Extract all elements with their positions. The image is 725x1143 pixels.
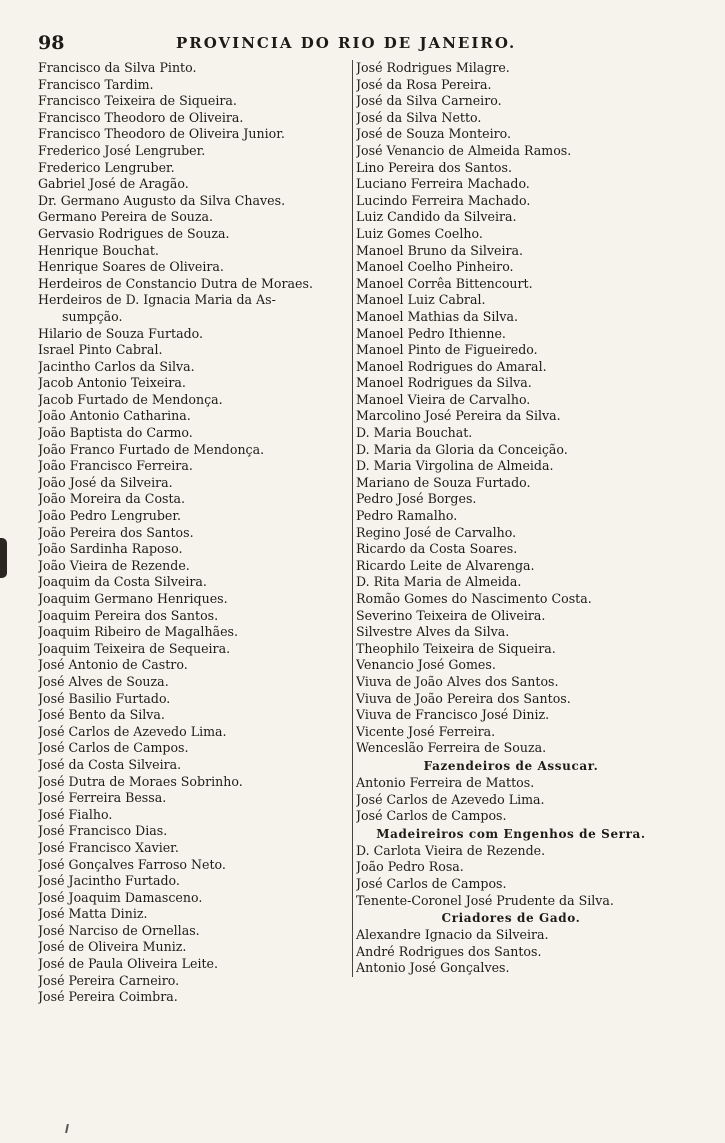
list-item: Manoel Coelho Pinheiro. [356, 259, 514, 275]
list-item: Joaquim Teixeira de Sequeira. [38, 640, 231, 656]
list-item: D. Carlota Vieira de Rezende. [356, 842, 546, 858]
list-item: Francisco Theodoro de Oliveira Junior. [38, 126, 285, 142]
list-item: José Dutra de Moraes Sobrinho. [38, 773, 243, 789]
list-item: Manoel Pedro Ithienne. [356, 325, 506, 341]
list-item: José da Rosa Pereira. [356, 76, 492, 92]
list-item: José da Costa Silveira. [38, 756, 182, 772]
list-item: Antonio Ferreira de Mattos. [356, 774, 535, 790]
list-item: Jacob Antonio Teixeira. [38, 375, 186, 391]
page-title: PROVINCIA DO RIO DE JANEIRO. [176, 34, 517, 52]
list-item: José da Silva Carneiro. [356, 93, 502, 109]
list-item: João Pedro Rosa. [356, 859, 464, 875]
list-item: Jacintho Carlos da Silva. [38, 358, 195, 374]
list-item: Henrique Bouchat. [38, 242, 159, 258]
list-item: Pedro José Borges. [356, 491, 477, 507]
list-item: João Baptista do Carmo. [38, 425, 193, 441]
list-item: Venancio José Gomes. [356, 657, 496, 673]
list-item: José de Paula Oliveira Leite. [38, 956, 219, 972]
list-item: Francisco Theodoro de Oliveira. [38, 109, 244, 125]
list-item: José Gonçalves Farroso Neto. [38, 856, 226, 872]
list-item: Manoel Luiz Cabral. [356, 292, 486, 308]
list-item: José Carlos de Campos. [38, 740, 189, 756]
list-item: José da Silva Netto. [356, 109, 482, 125]
list-item: José Francisco Dias. [38, 823, 168, 839]
list-item: José Matta Diniz. [38, 906, 148, 922]
list-item: Pedro Ramalho. [356, 508, 458, 524]
list-item: Viuva de Francisco José Diniz. [356, 707, 550, 723]
list-item: Manoel Pinto de Figueiredo. [356, 342, 538, 358]
list-item: José Narciso de Ornellas. [38, 922, 200, 938]
list-item: Antonio José Gonçalves. [356, 960, 510, 976]
right-column [352, 60, 666, 977]
list-item: José Bento da Silva. [38, 707, 165, 723]
list-item: José Carlos de Azevedo Lima. [356, 791, 545, 807]
list-item: Manoel Rodrigues da Silva. [356, 375, 532, 391]
list-item: Silvestre Alves da Silva. [356, 624, 510, 640]
list-item: Henrique Soares de Oliveira. [38, 259, 224, 275]
list-item: Jacob Furtado de Mendonça. [38, 391, 223, 407]
list-item: Ricardo da Costa Soares. [356, 541, 518, 557]
list-item: João Francisco Ferreira. [38, 458, 193, 474]
ink-blot [0, 538, 7, 578]
list-item: Manoel Vieira de Carvalho. [356, 391, 531, 407]
list-item: José Pereira Carneiro. [38, 972, 180, 988]
list-item: Frederico Lengruber. [38, 159, 175, 175]
list-item: José de Oliveira Muniz. [38, 939, 187, 955]
list-item: André Rodrigues dos Santos. [356, 943, 542, 959]
section-heading: Madeireiros com Engenhos de Serra. [376, 826, 646, 841]
list-item: Tenente-Coronel José Prudente da Silva. [356, 892, 614, 908]
list-item: Romão Gomes do Nascimento Costa. [356, 591, 592, 606]
list-item: Manoel Mathias da Silva. [356, 308, 519, 324]
list-item: Manoel Rodrigues do Amaral. [356, 358, 547, 374]
list-item: João Antonio Catharina. [38, 408, 191, 424]
list-item: José Basilio Furtado. [38, 690, 171, 706]
list-item: Regino José de Carvalho. [356, 524, 517, 540]
page-number: 98 [38, 32, 65, 54]
list-item: Theophilo Teixeira de Siqueira. [356, 640, 556, 656]
list-item: Severino Teixeira de Oliveira. [356, 607, 546, 623]
list-item: Marcolino José Pereira da Silva. [356, 408, 561, 424]
list-item: José Fialho. [38, 806, 113, 822]
list-item: João Vieira de Rezende. [38, 557, 190, 573]
list-item: Viuva de João Pereira dos Santos. [356, 690, 571, 706]
list-item: José Carlos de Campos. [356, 808, 507, 824]
list-item: D. Maria da Gloria da Conceição. [356, 441, 568, 457]
list-item: Francisco Teixeira de Siqueira. [38, 93, 237, 109]
list-item: Joaquim da Costa Silveira. [38, 574, 207, 590]
list-item: Manoel Corrêa Bittencourt. [356, 275, 533, 291]
list-item: José Venancio de Almeida Ramos. [356, 142, 572, 158]
list-item: José Carlos de Campos. [356, 875, 507, 891]
list-item: José Carlos de Azevedo Lima. [38, 723, 227, 739]
list-item: João Pereira dos Santos. [38, 524, 194, 540]
list-item: D. Maria Bouchat. [356, 425, 473, 441]
list-item: D. Rita Maria de Almeida. [356, 574, 522, 590]
section-heading: Criadores de Gado. [441, 911, 581, 926]
list-item: João Sardinha Raposo. [38, 541, 183, 557]
list-item: D. Maria Virgolina de Almeida. [356, 458, 554, 474]
list-item: Dr. Germano Augusto da Silva Chaves. [38, 192, 286, 208]
list-item: Viuva de João Alves dos Santos. [356, 673, 559, 689]
list-item: Frederico José Lengruber. [38, 142, 206, 158]
left-column [38, 60, 348, 1006]
list-item: José Alves de Souza. [38, 673, 169, 689]
list-item: José Francisco Xavier. [38, 839, 179, 855]
list-item: João Pedro Lengruber. [38, 508, 182, 524]
list-item: Israel Pinto Cabral. [38, 342, 163, 358]
list-item: Manoel Bruno da Silveira. [356, 242, 524, 258]
list-item: Germano Pereira de Souza. [38, 209, 214, 225]
list-item: Francisco Tardim. [38, 76, 154, 92]
list-item: Vicente José Ferreira. [356, 723, 496, 739]
list-item: Gabriel José de Aragão. [38, 176, 189, 192]
list-item: Herdeiros de Constancio Dutra de Moraes. [38, 275, 313, 291]
list-item: Ricardo Leite de Alvarenga. [356, 557, 535, 573]
section-heading: Fazendeiros de Assucar. [423, 758, 599, 773]
list-item: Luiz Gomes Coelho. [356, 225, 483, 241]
list-item: Joaquim Germano Henriques. [38, 591, 228, 606]
page-header [38, 32, 698, 54]
list-item: Gervasio Rodrigues de Souza. [38, 225, 230, 241]
list-item: José Rodrigues Milagre. [356, 60, 510, 75]
list-item: Herdeiros de D. Ignacia Maria da As- [38, 292, 276, 308]
list-item: José Jacintho Furtado. [38, 873, 180, 889]
list-item: Luiz Candido da Silveira. [356, 209, 517, 225]
list-item: Hilario de Souza Furtado. [38, 325, 204, 341]
list-item: João José da Silveira. [38, 474, 173, 490]
list-item: Wenceslão Ferreira de Souza. [356, 740, 547, 756]
ink-mark [65, 1124, 69, 1133]
list-item: Joaquim Ribeiro de Magalhães. [38, 624, 238, 640]
list-item: Lino Pereira dos Santos. [356, 159, 512, 175]
list-item: José Ferreira Bessa. [38, 790, 167, 806]
list-item: Luciano Ferreira Machado. [356, 176, 530, 192]
list-item: José Joaquim Damasceno. [38, 889, 203, 905]
list-item: José Antonio de Castro. [38, 657, 188, 673]
list-item: Mariano de Souza Furtado. [356, 474, 531, 490]
list-item: João Moreira da Costa. [38, 491, 186, 507]
list-item: José Pereira Coimbra. [38, 989, 178, 1005]
list-item: João Franco Furtado de Mendonça. [38, 441, 265, 457]
list-item: Lucindo Ferreira Machado. [356, 192, 531, 208]
list-item: Francisco da Silva Pinto. [38, 60, 197, 75]
list-item: José de Souza Monteiro. [356, 126, 512, 142]
list-item: Joaquim Pereira dos Santos. [38, 607, 219, 623]
list-item: Alexandre Ignacio da Silveira. [356, 927, 549, 943]
list-item: sumpção. [62, 308, 123, 324]
